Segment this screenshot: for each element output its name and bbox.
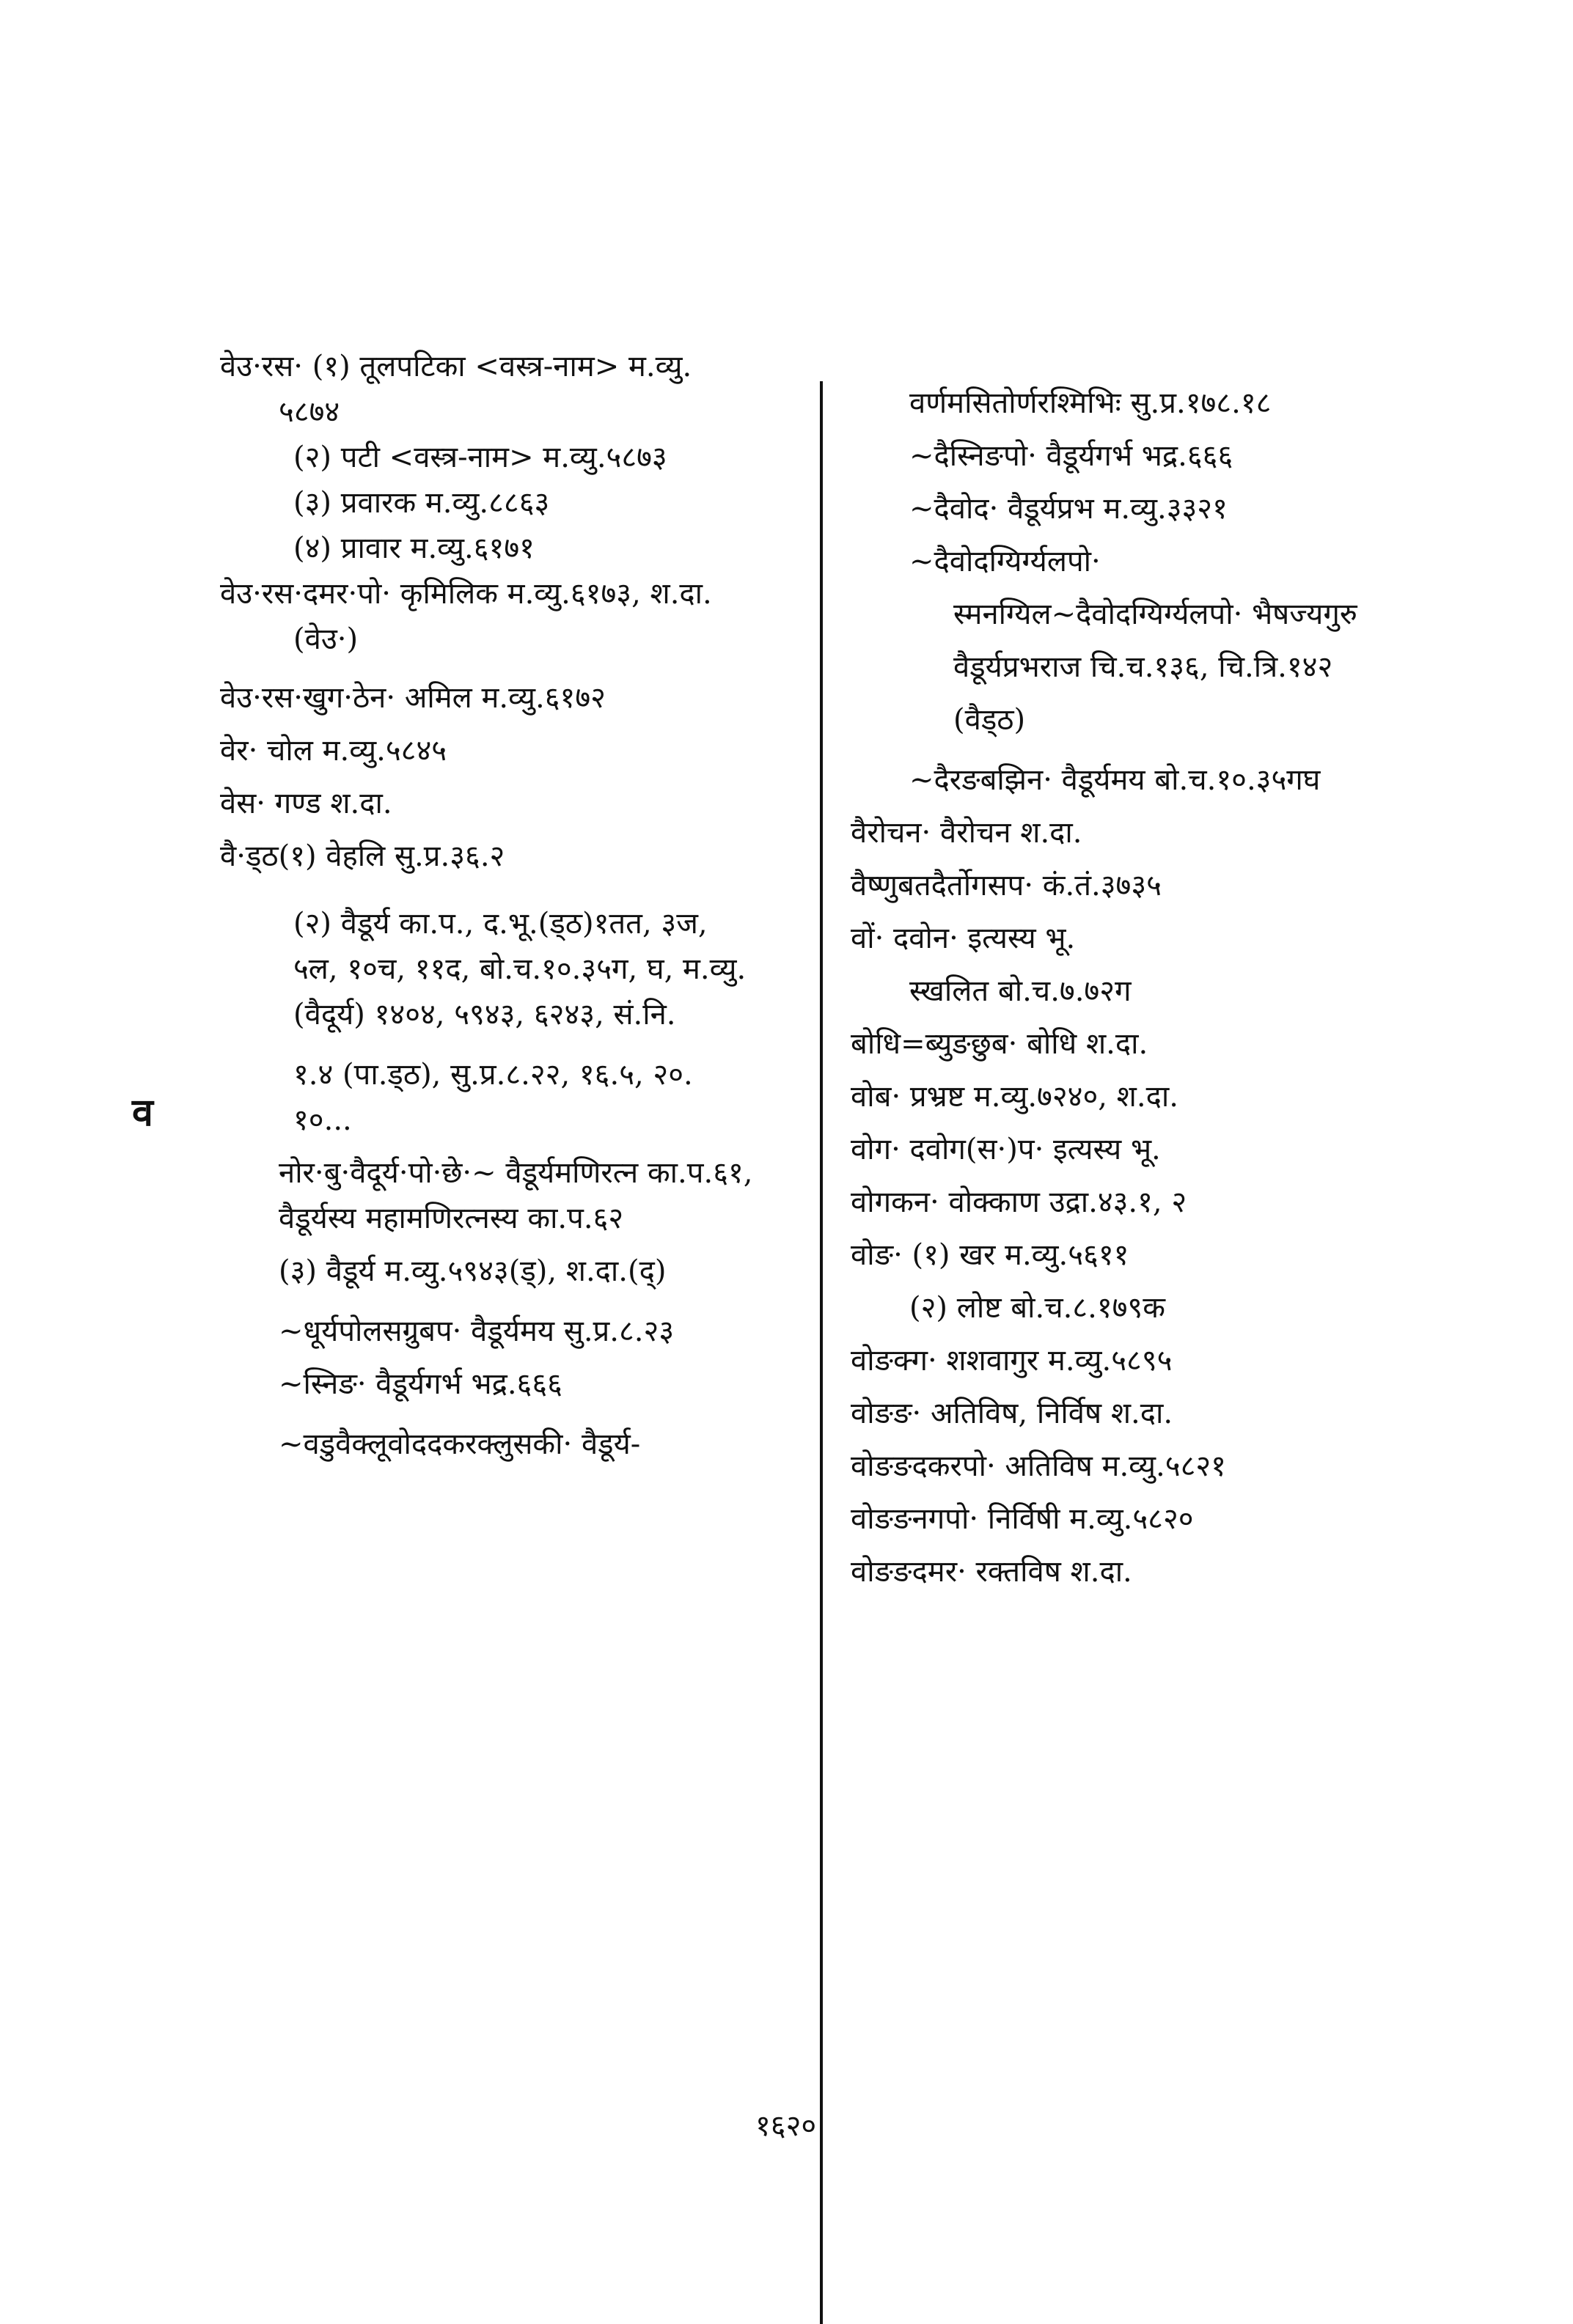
entry-line: स्मनग्यिल~दैवोदग्यिर्ग्यलपो· भैषज्यगुरु [953, 597, 1357, 631]
entry-line: वोब· प्रभ्रष्ट म.व्यु.७२४०, श.दा. [851, 1080, 1178, 1114]
entry-line: (३) प्रवारक म.व्यु.८८६३ [293, 486, 550, 520]
entry-line: वैडूर्यप्रभराज चि.च.१३६, चि.त्रि.१४२ [953, 650, 1333, 684]
entry-line: वोङक्ग· शशवागुर म.व्यु.५८९५ [851, 1344, 1173, 1378]
entry-line: (वेउ·) [293, 622, 359, 656]
entry-line: (३) वैडूर्य म.व्यु.५९४३(ड्), श.दा.(द्) [279, 1254, 667, 1288]
entry-line: (२) लोष्ट बो.च.८.१७९क [909, 1291, 1165, 1325]
entry-line: स्खलित बो.च.७.७२ग [909, 974, 1132, 1008]
page-number: १६२० [755, 2109, 817, 2143]
entry-line: १०... [293, 1103, 352, 1137]
marginal-letter: व [132, 1090, 153, 1135]
entry-line: वेउ·रस· (१) तूलपटिका <वस्त्र-नाम> म.व्यु. [220, 350, 692, 383]
entry-line: वेउ·रस·खुग·ठेन· अमिल म.व्यु.६१७२ [220, 681, 606, 715]
entry-line: ~दैरङबझिन· वैडूर्यमय बो.च.१०.३५गघ [909, 763, 1321, 797]
entry-line: ~धूर्यपोलसग्रुबप· वैडूर्यमय सु.प्र.८.२३ [279, 1314, 675, 1348]
entry-line: वेस· गण्ड श.दा. [220, 787, 392, 820]
entry-line: ~दैस्निङपो· वैडूर्यगर्भ भद्र.६६६ [909, 439, 1233, 473]
entry-line: (वैदूर्य) १४०४, ५९४३, ६२४३, सं.नि. [293, 998, 676, 1032]
entry-line: (२) वैडूर्य का.प., द.भू.(ड्ठ)१तत, ३ज, [293, 907, 708, 941]
entry-line: वोङङ· अतिविष, निर्विष श.दा. [851, 1397, 1173, 1430]
entry-line: वोङङनगपो· निर्विषी म.व्यु.५८२० [851, 1502, 1194, 1536]
entry-line: १.४ (पा.ड्ठ), सु.प्र.८.२२, १६.५, २०. [293, 1058, 693, 1092]
entry-line: वर्णमसितोर्णरश्मिभिः सु.प्र.१७८.१८ [909, 386, 1272, 420]
entry-line: वोग· दवोग(स·)प· इत्यस्य भू. [851, 1133, 1161, 1166]
entry-line: ५८७४ [279, 395, 340, 429]
entry-line: बोधि=ब्युङछुब· बोधि श.दा. [851, 1027, 1148, 1061]
entry-line: ~दैवोद· वैडूर्यप्रभ म.व्यु.३३२१ [909, 492, 1228, 526]
entry-line: वैष्णुबतदैर्तोगसप· कं.तं.३७३५ [851, 869, 1162, 902]
entry-line: वै·ड्ठ(१) वेहलि सु.प्र.३६.२ [220, 839, 505, 873]
entry-line: ५ल, १०च, ११द, बो.च.१०.३५ग, घ, म.व्यु. [293, 952, 747, 986]
column-divider [820, 381, 823, 2324]
entry-line: वोङङदमर· रक्तविष श.दा. [851, 1555, 1132, 1589]
entry-line: वों· दवोन· इत्यस्य भू. [851, 922, 1076, 955]
entry-line: नोर·बु·वैदूर्य·पो·छे·~ वैडूर्यमणिरत्न का.प.६१, [279, 1156, 753, 1190]
entry-line: वोङङदकरपो· अतिविष म.व्यु.५८२१ [851, 1449, 1226, 1483]
entry-line: वैरोचन· वैरोचन श.दा. [851, 816, 1082, 850]
entry-line: ~स्निङ· वैडूर्यगर्भ भद्र.६६६ [279, 1367, 562, 1401]
entry-line: (२) पटी <वस्त्र-नाम> म.व्यु.५८७३ [293, 441, 667, 474]
entry-line: वोगकन· वोक्काण उद्रा.४३.१, २ [851, 1185, 1187, 1219]
entry-line: वेउ·रस·दमर·पो· कृमिलिक म.व्यु.६१७३, श.दा. [220, 577, 712, 611]
entry-line: (वैड्ठ) [953, 703, 1026, 737]
entry-line: (४) प्रावार म.व्यु.६१७१ [293, 532, 535, 565]
entry-line: ~वडुवैक्लूवोददकरक्लुसकी· वैडूर्य- [279, 1427, 641, 1461]
entry-line: वेर· चोल म.व्यु.५८४५ [220, 734, 447, 768]
entry-line: वोङ· (१) खर म.व्यु.५६११ [851, 1238, 1129, 1272]
entry-line: ~दैवोदग्यिर्ग्यलपो· [909, 545, 1101, 578]
entry-line: वैडूर्यस्य महामणिरत्नस्य का.प.६२ [279, 1202, 624, 1235]
